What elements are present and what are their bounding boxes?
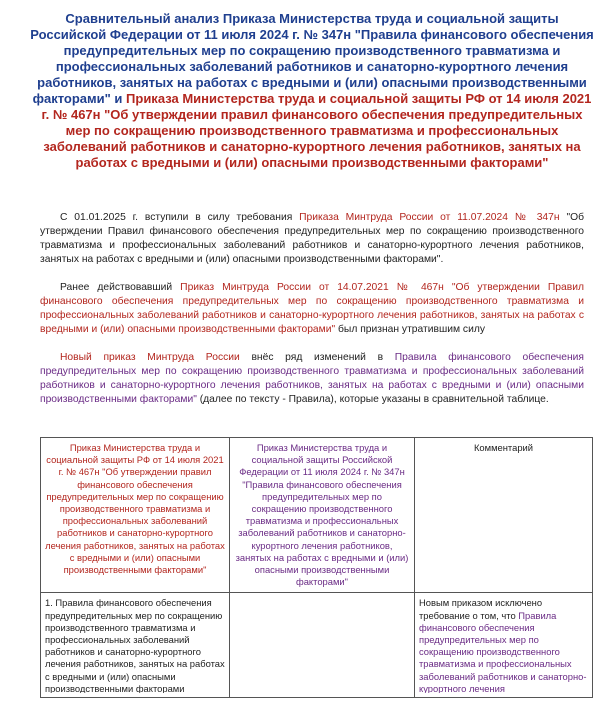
- row1-comment-cell: [415, 593, 593, 698]
- comparison-table: [40, 437, 593, 698]
- row1-old-text: 1. Правила финансового обеспечения предупредительных мер по сокращению производственного травматизма и профессиональных заболеваний работников и санаторно-курортного лечения работников, занятых на работах с вредными и (или) опасными производственными факторами: [45, 597, 225, 694]
- intro1-rest: "Об утверждении Правил финансового обеспечения предупредительных мер по сокращению производственного травматизма и профессиональных заболеваний работников и санаторно-курортного лечения работников, занятых на работах с вредными и (или) опасными производственными факторами".: [40, 212, 584, 265]
- intro-paragraph-1: [40, 211, 584, 267]
- intro2-lead: Ранее действовавший: [60, 282, 173, 293]
- intro-paragraph-2: [40, 281, 584, 337]
- row1-old-cell: [41, 593, 230, 698]
- intro3-link-rules[interactable]: Правила финансового обеспечения предупредительных мер по сокращению производственного травматизма и профессиональных заболеваний работников и санаторно-курортного лечения работников, занятых на работах с вредными и (или) опасными производственными факторами": [40, 352, 584, 405]
- intro1-link[interactable]: Приказа Минтруда России от 11.07.2024 № 347н: [299, 212, 560, 223]
- intro1-lead: С 01.01.2025 г. вступили в силу требования: [60, 212, 293, 223]
- table-header-row: [41, 438, 593, 593]
- row1-new-cell: [230, 593, 415, 698]
- header-new-order: Приказ Министерства труда и социальной защиты Российской Федерации от 11 июля 2024 г. № 347н "Правила финансового обеспечения предупредительных мер по сокращению производственного травматизма и профессиональных заболеваний работников и санаторно-курортного лечения работников, занятых на работах с вредными и (или) опасными производственными факторами": [230, 438, 415, 593]
- intro3-link-new-order[interactable]: Новый приказ Минтруда России: [60, 352, 240, 363]
- header-old-order: Приказ Министерства труда и социальной защиты РФ от 14 июля 2021 г. № 467н "Об утверждении правил финансового обеспечения предупредительных мер по сокращению производственного травматизма и профессиональных заболеваний работников и санаторно-курортного лечения работников, занятых на работах с вредными и (или) опасными производственными факторами": [41, 438, 230, 593]
- row1-comment-lead: Новым приказом исключено требование о том, что: [419, 597, 543, 621]
- header-comment: Комментарий: [415, 438, 593, 593]
- title-link-old-order[interactable]: Приказа Министерства труда и социальной защиты РФ от 14 июля 2021 г. № 467н "Об утверждении правил финансового обеспечения предупредительных мер по сокращению производственного травматизма и профессиональных заболеваний работников и санаторно-курортного лечения работников, занятых на работах с вредными и (или) опасными производственными факторами": [41, 91, 592, 170]
- title-main: Сравнительный анализ Приказа Министерства труда и социальной защиты Российской Федерации от 11 июля 2024 г. № 347н "Правила финансового обеспечения предупредительных мер по сокращению производственного травматизма и профессиональных заболеваний работников и санаторно-курортного лечения работников, занятых на работах с вредными и (или) опасными производственными факторами" и: [30, 11, 594, 106]
- row1-comment-text: [419, 597, 588, 693]
- intro2-rest: был признан утратившим силу: [338, 324, 485, 335]
- intro2-link[interactable]: Приказ Минтруда России от 14.07.2021 № 467н "Об утверждении Правил финансового обеспечения предупредительных мер по сокращению производственного травматизма и профессиональных заболеваний работников и санаторно-курортного лечения работников, занятых на работах с вредными и (или) опасными производственными факторами": [40, 282, 584, 335]
- row1-comment-link[interactable]: Правила финансового обеспечения предупредительных мер по сокращению производственного травматизма и профессиональных заболеваний работников и санаторно-курортного лечения: [419, 609, 587, 694]
- intro3-rest: (далее по тексту - Правила), которые указаны в сравнительной таблице.: [199, 394, 549, 405]
- intro-paragraph-3: [40, 351, 584, 407]
- intro3-mid: внёс ряд изменений в: [251, 352, 384, 363]
- table-row: [41, 593, 593, 698]
- page-title: [28, 11, 596, 171]
